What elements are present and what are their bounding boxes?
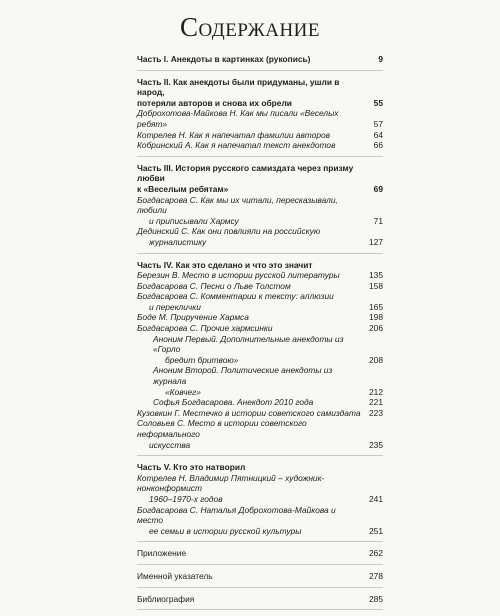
toc-part-heading [137,54,383,65]
toc-page-number: 212 [369,386,383,397]
toc-page-number: 55 [373,97,383,108]
toc-entry-text: журналистику [149,236,207,247]
toc-entry-text: Дединский С. Как они повлияли на российскую [137,226,321,237]
toc-entry [137,418,383,439]
toc-entry-text: Котрелев Н. Как я напечатал фамилии авторов [137,129,331,140]
toc-section [137,77,383,157]
toc-entry-text: Доброхотова-Майкова Н. Как мы писали «Веселых ребят» [137,108,339,129]
toc-entry-text: Богдасарова С. Песни о Льве Толстом [137,280,291,291]
toc-entry [137,130,383,141]
toc-entry-text: Аноним Первый. Дополнительные анекдоты из «Горло [153,333,344,355]
toc-section [137,462,383,542]
toc-entry-text: Часть IV. Как это сделано и что это значит [137,259,313,270]
toc-entry-text: Софья Богдасарова. Анекдот 2010 года [153,397,314,408]
toc-entry [137,387,383,398]
toc-entry [137,237,383,248]
toc-entry-text: бредит бритвою» [165,354,239,365]
toc-page-number: 158 [369,280,383,291]
toc-entry-text: Бодe М. Приручение Хармса [137,312,249,323]
toc-entry-text: Часть III. История русского самиздата через призму любви [137,162,354,184]
toc-entry-text: Богдасарова С. Комментарии к тексту: аллюзии [137,291,334,302]
toc-page-number: 208 [369,354,383,365]
toc-entry-text: искусства [149,439,191,450]
toc-entry [137,440,383,451]
toc-part-heading [137,77,383,98]
toc-entry [137,473,383,494]
toc-entry-text: ее семьи в истории русской культуры [149,525,302,536]
toc-page-number: 262 [369,548,383,559]
toc-entry-text: Котрелев Н. Владимир Пятницкий – художник-нонконформист [137,472,325,494]
toc-entry [137,195,383,216]
toc-entry-text: Библиография [137,593,195,604]
toc-page-number: 69 [373,183,383,194]
toc-part-heading [137,163,383,184]
toc-entry [137,226,383,237]
toc-entry [137,216,383,227]
toc-part-heading [137,260,383,271]
toc-entry [137,281,383,292]
toc-section [137,548,383,565]
toc-entry-text: Кобринский А. Как я напечатал текст анекдотов [137,140,336,151]
toc-page-number: 135 [369,270,383,281]
toc-page-number: 278 [369,570,383,581]
toc-entry-text: Приложение [137,548,187,559]
toc-entry [137,548,383,559]
toc-entry [137,365,383,386]
toc-page-number: 66 [373,140,383,151]
toc-entry [137,302,383,313]
toc-section [137,571,383,588]
toc-part-heading [137,184,383,195]
toc-entry [137,108,383,129]
toc-section [137,594,383,611]
toc-entry [137,397,383,408]
toc-part-heading [137,462,383,473]
toc-page-number: 251 [369,525,383,536]
toc-entry [137,312,383,323]
toc-entry-text: Соловьев С. Место в истории советского неформального [137,418,307,439]
toc-entry [137,291,383,302]
toc-page-number: 241 [369,493,383,504]
toc-section [137,163,383,254]
toc-entry [137,140,383,151]
toc-entry [137,505,383,526]
toc-page-number: 223 [369,407,383,418]
toc-entry [137,571,383,582]
toc-page-number: 127 [369,236,383,247]
toc-entry-text: Богдасарова С. Прочие хармсинки [137,323,273,334]
toc-entry-text: «Ковчег» [165,386,201,397]
toc-entry [137,334,383,355]
page-title: Содержание [179,12,321,42]
toc-section [137,54,383,71]
toc-entry-text: Часть V. Кто это натворил [137,462,246,473]
toc-entry-text: Именной указатель [137,570,213,581]
toc-entry [137,270,383,281]
toc-entry-text: и переклички [149,301,201,312]
toc-entry-text: Богдасарова С. Как мы их читали, пересказывали, любили [137,194,338,216]
toc-page-number: 71 [373,215,383,226]
toc-entry-text: Часть I. Анекдоты в картинках (рукопись) [137,54,311,64]
toc-entry-text: Богдасарова С. Наталья Доброхотова-Майкова и место [137,504,336,526]
toc-page-number: 221 [369,397,383,408]
toc-entry-text: потеряли авторов и снова их обрели [137,97,292,108]
toc-page-number: 57 [373,118,383,129]
toc-page-number: 64 [373,129,383,140]
toc-entry-text: Часть II. Как анекдоты были придуманы, ушли в народ, [137,76,340,98]
toc-entry [137,355,383,366]
toc-part-heading [137,98,383,109]
toc-entry-text: 1960–1970-х годов [149,493,223,504]
toc-entry-text: к «Веселым ребятам» [137,183,229,194]
toc-page-number: 235 [369,439,383,450]
toc-entry [137,594,383,605]
toc-section [137,260,383,457]
toc-page-number: 9 [378,54,383,64]
toc-entry [137,526,383,537]
table-of-contents [137,54,383,616]
toc-entry-text: и приписывали Хармсу [149,215,239,226]
toc-page-number: 206 [369,323,383,334]
toc-entry-text: Аноним Второй. Политические анекдоты из журнала [153,365,333,387]
toc-entry-text: Березин В. Место в истории русской литературы [137,270,340,281]
toc-page-number: 165 [369,301,383,312]
toc-entry [137,323,383,334]
toc-entry-text: Кузовкин Г. Местечко в истории советского самиздата [137,407,361,418]
toc-page-number: 285 [369,593,383,604]
toc-entry [137,494,383,505]
toc-entry [137,408,383,419]
toc-page-number: 198 [369,312,383,323]
